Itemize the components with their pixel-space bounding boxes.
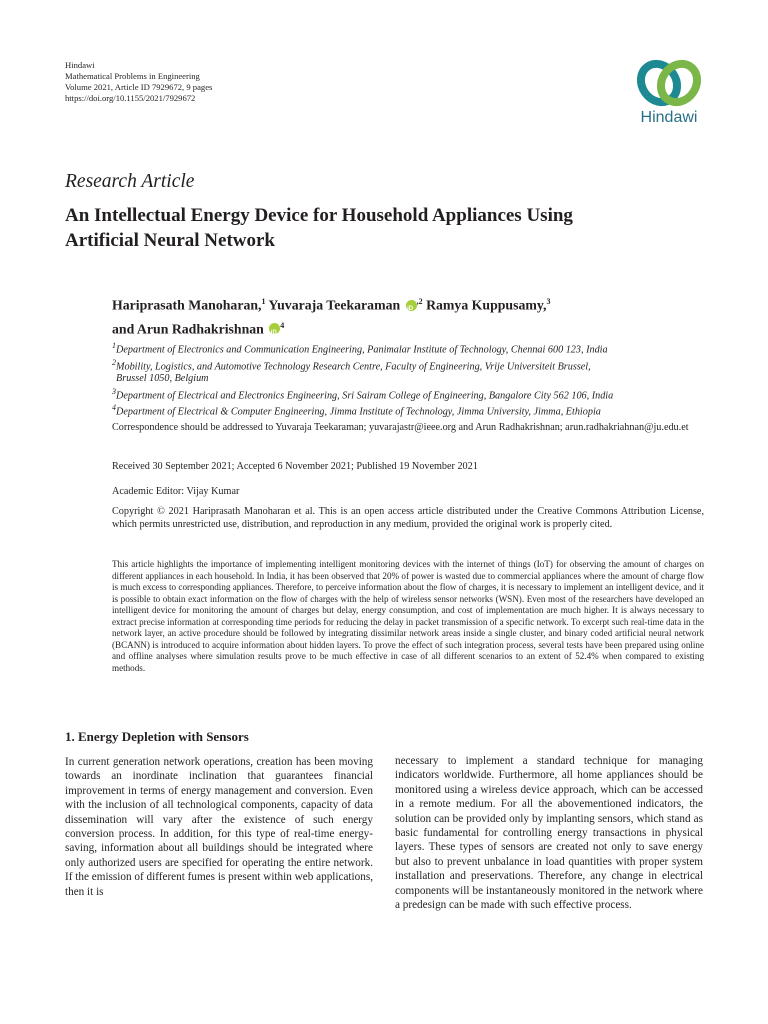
paper-title (65, 203, 725, 253)
affiliations (112, 340, 712, 419)
copyright-notice: Copyright © 2021 Hariprasath Manoharan et al. This is an open access article distributed under the Creative Commons Attribution License, which permits unrestricted use, distribution, and reproduction in any medium, provided the original work is properly cited. (112, 506, 704, 530)
section-heading: 1. Energy Depletion with Sensors (65, 729, 249, 744)
hindawi-logo (628, 56, 710, 134)
volume-info: Volume 2021, Article ID 7929672, 9 pages (65, 82, 213, 92)
publication-dates: Received 30 September 2021; Accepted 6 November 2021; Published 19 November 2021 (112, 461, 478, 472)
author-1: Hariprasath Manoharan, (112, 297, 262, 313)
title-line-2: Artificial Neural Network (65, 230, 275, 251)
author-3: Ramya Kuppusamy, (426, 297, 547, 313)
journal-header (65, 60, 212, 104)
journal-name: Mathematical Problems in Engineering (65, 71, 200, 81)
doi-link[interactable]: https://doi.org/10.1155/2021/7929672 (65, 93, 196, 103)
body-column-right: necessary to implement a standard technique for managing indicators worldwide. Furthermore, all home appliances should be monitored using a wireless device approach, which can be accessed in a remote medium. For all the abovementioned indicators, the solution can be provided only by implanting sensors, which stand as basic fundamental for controlling energy transactions in physical layers. These types of sensors are created not only to save energy but also to prevent unbalance in load quantities with proper system installation and preservations. Therefore, any change in electrical components will be instantaneously monitored in the network where a predesign can be made with such effective process. (395, 755, 703, 912)
affiliation-1 (112, 340, 712, 357)
author-3-affil: 3 (546, 297, 551, 306)
academic-editor: Academic Editor: Vijay Kumar (112, 486, 240, 497)
affil-sup: 4 (112, 403, 116, 413)
affil-sup: 2 (112, 357, 116, 367)
affil-sup: 1 (112, 341, 116, 350)
affil-sup: 3 (112, 386, 116, 396)
affiliation-2 (112, 357, 712, 374)
orcid-icon[interactable] (406, 300, 417, 311)
author-list (112, 292, 712, 339)
affil-text: Department of Electronics and Communication Engineering, Panimalar Institute of Technology, Chennai 600 123, India (116, 344, 608, 356)
author-2-affil: ,2 (416, 297, 423, 306)
affiliation-3 (112, 386, 712, 403)
affiliation-4 (112, 402, 712, 419)
affil-text: Department of Electrical and Electronics Engineering, Sri Sairam College of Engineering, Bangalore City 562 106, India (116, 390, 614, 402)
correspondence: Correspondence should be addressed to Yuvaraja Teekaraman; yuvarajastr@ieee.org and Arun Radhakrishnan; arun.radhakriahnan@ju.edu.et (112, 422, 689, 433)
author-1-affil: 1 (261, 297, 266, 306)
affil-text: Brussel 1050, Belgium (116, 373, 209, 385)
orcid-icon[interactable] (269, 323, 280, 334)
affil-text: Department of Electrical & Computer Engineering, Jimma Institute of Technology, Jimma University, Jimma, Ethiopia (116, 406, 601, 418)
affiliation-2-cont (112, 373, 712, 385)
author-4: and Arun Radhakrishnan (112, 321, 264, 337)
abstract: This article highlights the importance of implementing intelligent monitoring devices with the internet of things (IoT) for observing the amount of charges on different appliances in each household. In India, it has been observed that 20% of power is wasted due to commercial appliances where the amount of charge flow is much excess to corresponding appliances. Therefore, to perceive information about the flow of charges, it is necessary to implement an intelligent device, and it is possible to obtain exact information on the flow of charges with the help of wireless sensor networks (WSN). Even most of the researchers have developed an intelligent device for monitoring the amount of charges but delay, energy consumption, and cost of implementation are much higher. It is always necessary to extract precise information at corresponding time periods for reducing the delay in packet transmission of a specific network. To excerpt such real-time data in the network layer, an active procedure should be followed by integrating dissimilar network areas inside a single cluster, and binary coded artificial neural network (BCANN) is introduced to acquire information about hidden layers. To prove the effect of such integration process, several tests have been prepared using online and offline analyses where simulation results prove to be much effective in case of all different scenarios to an extent of 52.4% when compared to existing methods. (112, 559, 704, 673)
affil-text: Mobility, Logistics, and Automotive Technology Research Centre, Faculty of Engineering, Vrije Universiteit Brussel, (116, 361, 591, 373)
author-4-affil: 4 (280, 320, 285, 330)
publisher-name: Hindawi (65, 60, 95, 70)
article-type: Research Article (65, 171, 195, 192)
logo-word: Hindawi (640, 109, 698, 126)
author-2: Yuvaraja Teekaraman (268, 297, 401, 313)
title-line-1: An Intellectual Energy Device for Household Appliances Using (65, 205, 573, 226)
hindawi-logo-icon (628, 56, 710, 110)
body-column-left: In current generation network operations, creation has been moving towards an inordinate inclination that guarantees financial improvement in terms of energy management and conversion. Even with the inclusion of all technological components, capacity of data dissemination will vary after the existence of such energy conversion process. In addition, for this type of real-time energy-saving, information about all buildings should be integrated where only authorized users are specified for operating the entire network. If the emission of different fumes is present within web applications, then it is (65, 756, 373, 898)
